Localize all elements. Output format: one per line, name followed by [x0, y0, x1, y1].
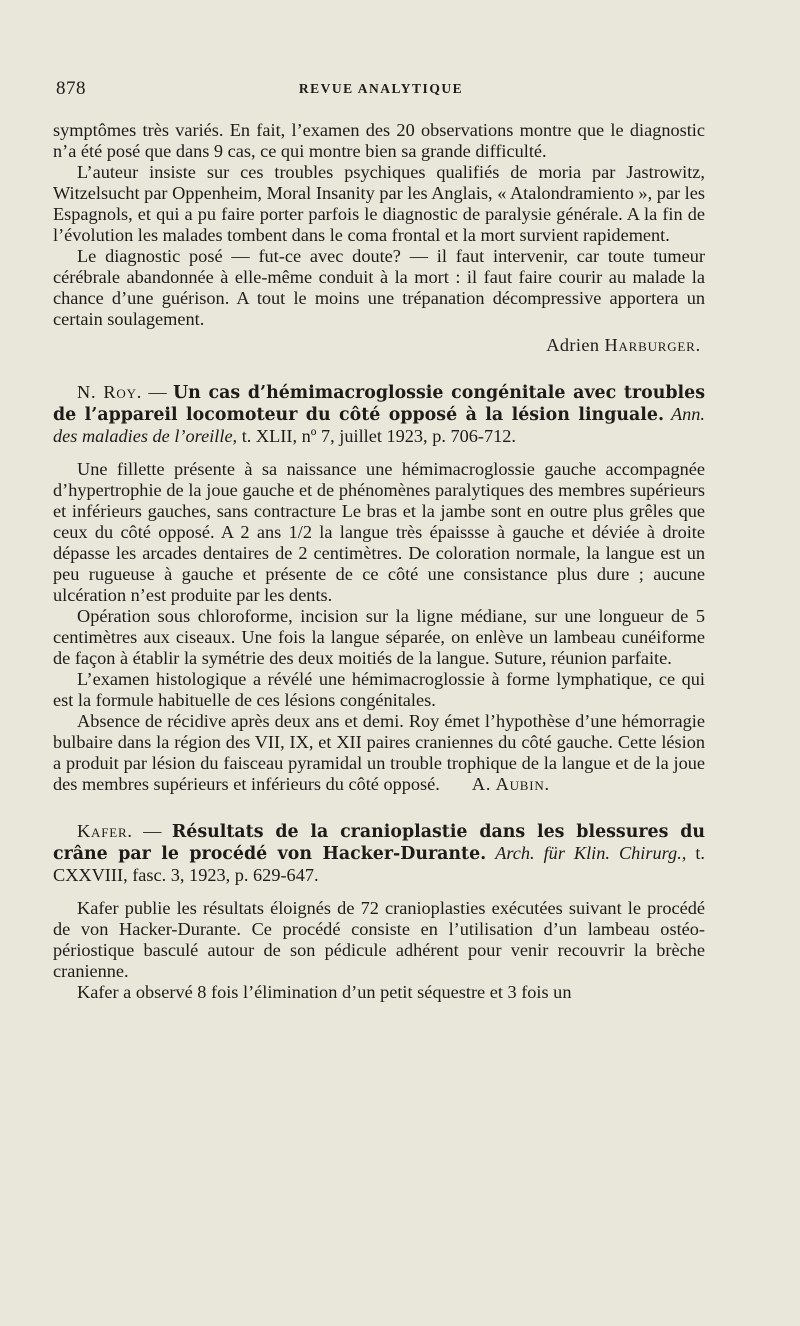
entry-journal: Ann. des maladies de l’oreille, — [53, 404, 706, 446]
body-paragraph: Kafer publie les résultats éloignés de 72 cranioplasties exécutées suivant le procédé de von Hacker-Durante. Ce procédé consiste en l’utilisation d’un lambeau ostéo-périostique basculé autour de son pédicule adhérent pour venir recouvrir la brèche cranienne. — [53, 898, 705, 981]
entry-author: N. Roy. — [77, 382, 143, 402]
review-entry — [53, 382, 705, 795]
entry-journal: Arch. für Klin. Chirurg., — [495, 843, 687, 863]
entry-citation: t. XLII, nº 7, juillet 1923, p. 706-712. — [241, 426, 516, 446]
entry-dash: — — [143, 821, 162, 841]
entry-heading — [53, 821, 705, 886]
running-head — [56, 78, 706, 104]
entry-heading — [53, 382, 705, 447]
entry-title: Un cas d’hémimacroglossie congénitale avec troubles de l’appareil locomoteur du côté opposé à la lésion linguale. — [53, 383, 705, 425]
journal-title: REVUE ANALYTIQUE — [298, 81, 464, 96]
body-paragraph: Kafer a observé 8 fois l’élimination d’un petit séquestre et 3 fois un — [77, 982, 572, 1002]
body-paragraph — [53, 711, 705, 795]
body-paragraph: Le diagnostic posé — fut-ce avec doute? — il faut intervenir, car toute tumeur cérébrale abandonnée à elle-même conduit à la mort : il faut faire courir au malade la chance d’une guérison. A tout le moins une trépanation décompressive apportera un certain soulagement. — [53, 246, 705, 329]
entry-citation: t. CXXVIII, fasc. 3, 1923, p. 629-647. — [53, 843, 705, 885]
page-number: 878 — [56, 78, 86, 99]
body-paragraph: Opération sous chloroforme, incision sur la ligne médiane, sur une longueur de 5 centimètres aux ciseaux. Une fois la langue séparée, on enlève un lambeau cunéiforme de façon à établir la symétrie des deux moitiés de la langue. Suture, réunion parfaite. — [53, 606, 705, 668]
entry-author: Kafer. — [77, 821, 133, 841]
signature-first-name: Adrien — [546, 335, 600, 355]
page-body — [53, 120, 705, 1003]
review-entry — [53, 821, 705, 1003]
reviewer-signature: A. Aubin. — [471, 774, 550, 794]
body-paragraph: L’examen histologique a révélé une hémimacroglossie à forme lymphatique, ce qui est la formule habituelle de ces lésions congénitales. — [53, 669, 705, 710]
entry-dash: — — [148, 382, 167, 402]
body-paragraph: symptômes très variés. En fait, l’examen des 20 observations montre que le diagnostic n’a été posé que dans 9 cas, ce qui montre bien sa grande difficulté. — [53, 120, 705, 161]
entry-title: Résultats de la cranioplastie dans les blessures du crâne par le procédé von Hacker-Durante. — [53, 822, 706, 864]
body-paragraph: L’auteur insiste sur ces troubles psychiques qualifiés de moria par Jastrowitz, Witzelsucht par Oppenheim, Moral Insanity par les Anglais, « Atalondramiento », par les Espagnols, et qui a pu faire porter parfois le diagnostic de paralysie générale. A la fin de l’évolution les malades tombent dans le coma frontal et la mort survient rapidement. — [53, 162, 705, 245]
signature-surname: Harburger. — [604, 335, 701, 355]
paragraph-text: Absence de récidive après deux ans et demi. Roy émet l’hypothèse d’une hémorragie bulbaire dans la région des VII, IX, et XII paires craniennes du côté gauche. Cette lésion a produit par lésion du faisceau pyramidal un trouble trophique de la langue et de la joue des membres supérieurs et inférieurs du côté opposé. — [53, 711, 705, 794]
reviewer-signature — [53, 335, 705, 356]
body-paragraph: Une fillette présente à sa naissance une hémimacroglossie gauche accompagnée d’hypertrophie de la joue gauche et de phénomènes paralytiques des membres supérieurs et inférieurs gauches, sans contracture Le bras et la jambe sont en outre plus grêles que ceux du côté opposé. A 2 ans 1/2 la langue très épaissse à gauche et déviée à droite dépasse les arcades dentaires de 2 centimètres. De coloration normale, la langue est un peu rugueuse à gauche et présente de ce côté une consistance plus dure ; aucune ulcération n’est produite par les dents. — [53, 459, 705, 605]
